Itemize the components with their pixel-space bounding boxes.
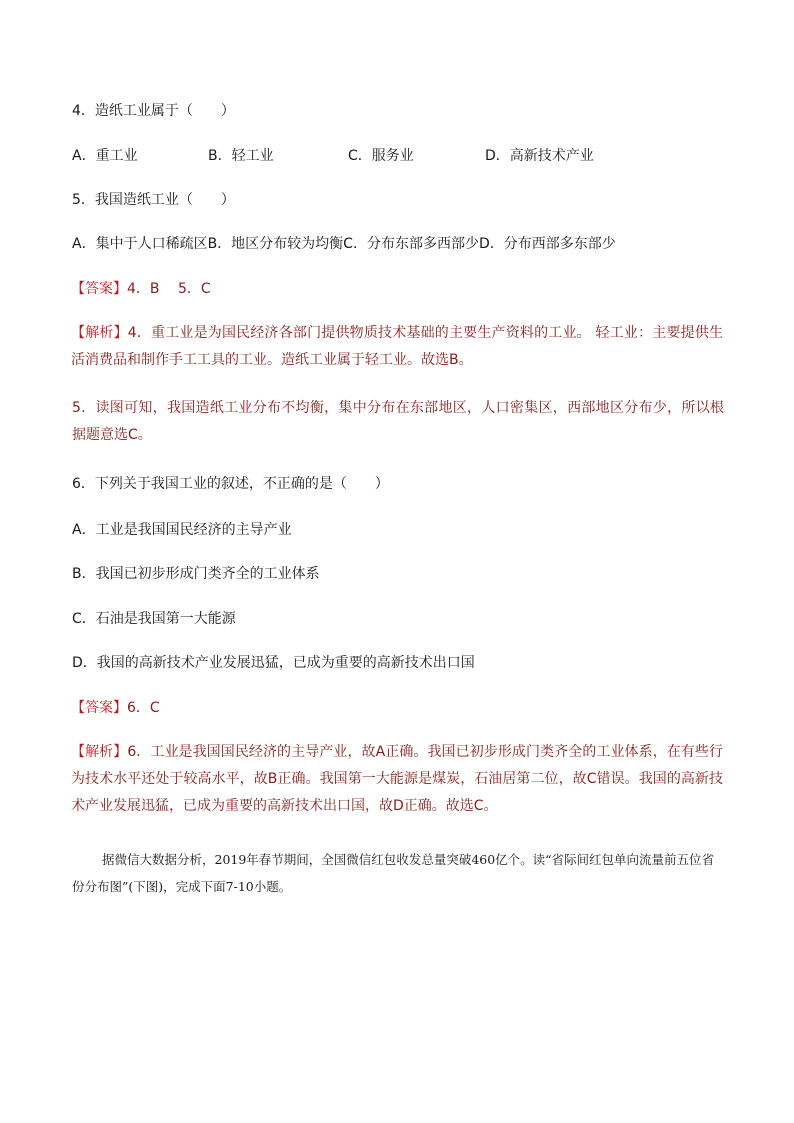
answer-tag: 【答案】 xyxy=(71,700,127,716)
analysis-tag: 【解析】 xyxy=(71,744,128,760)
question-6-option-b: B．我国已初步形成门类齐全的工业体系 xyxy=(72,566,320,582)
analysis-text: 4．重工业是为国民经济各部门提供物质技术基础的主要生产资料的工业。 轻工业：主要提供生活消费品和制作手工工具的工业。造纸工业属于轻工业。故选B。 xyxy=(71,325,724,368)
analysis-block-1 xyxy=(71,320,723,374)
analysis-tag: 【解析】 xyxy=(71,325,128,341)
analysis-block-1b: 5．读图可知，我国造纸工业分布不均衡，集中分布在东部地区，人口密集区，西部地区分布少，所以根据题意选C。 xyxy=(72,400,724,443)
question-6-option-a: A．工业是我国国民经济的主导产业 xyxy=(72,522,292,538)
answer-block-2 xyxy=(71,698,160,718)
analysis-text: 6．工业是我国国民经济的主导产业，故A正确。我国已初步形成门类齐全的工业体系，在有些行为技术水平还处于较高水平，故B正确。我国第一大能源是煤炭，石油居第二位，故C错误。我国的高新技术产业发展迅猛，已成为重要的高新技术出口国，故D正确。故选C。 xyxy=(71,744,724,814)
question-4-stem: 4．造纸工业属于（ ） xyxy=(72,103,235,119)
analysis-block-2 xyxy=(71,739,723,820)
answer-tag: 【答案】 xyxy=(71,281,127,297)
option-d: D．高新技术产业 xyxy=(485,148,594,164)
answer-text: 6．C xyxy=(127,700,160,716)
answer-text: 4．B 5．C xyxy=(127,281,211,297)
option-a: A．重工业 xyxy=(72,148,138,164)
question-6-option-c: C．石油是我国第一大能源 xyxy=(72,611,236,627)
question-5-options: A．集中于人口稀疏区B．地区分布较为均衡C．分布东部多西部少D．分布西部多东部少 xyxy=(72,236,616,252)
answer-block-1 xyxy=(71,279,211,299)
question-6-option-d: D．我国的高新技术产业发展迅猛，已成为重要的高新技术出口国 xyxy=(72,655,475,671)
material-intro: 据微信大数据分析，2019年春节期间，全国微信红包收发总量突破460亿个。读“省际间红包单向流量前五位省份分布图”(下图)，完成下面7-10小题。 xyxy=(72,852,715,894)
question-5-stem: 5．我国造纸工业（ ） xyxy=(72,192,235,208)
option-b: B．轻工业 xyxy=(208,148,274,164)
question-6-stem: 6．下列关于我国工业的叙述，不正确的是（ ） xyxy=(72,476,389,492)
option-c: C．服务业 xyxy=(348,148,414,164)
